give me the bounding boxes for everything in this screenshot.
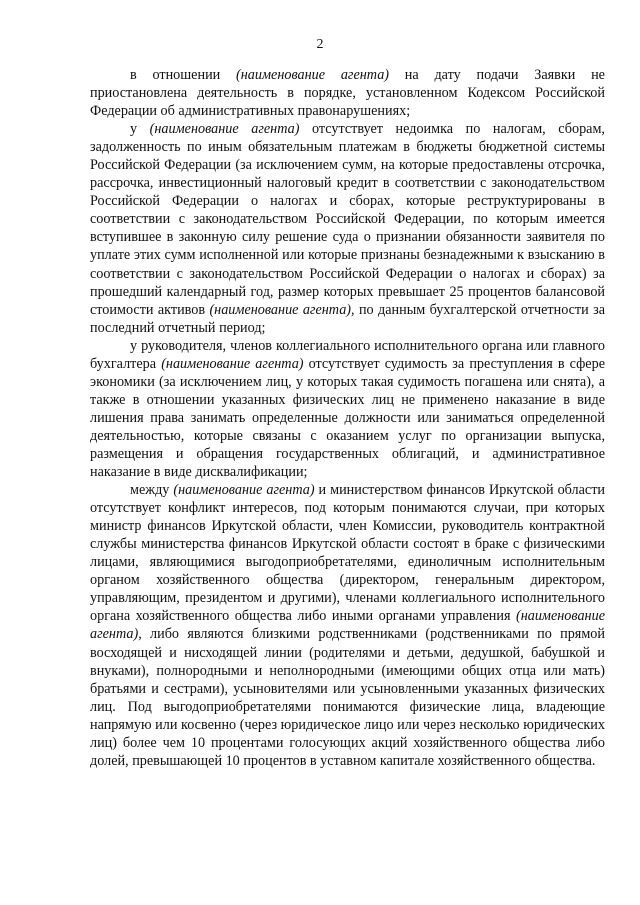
paragraph-no-tax-arrears: [90, 120, 605, 337]
document-body: [90, 66, 605, 770]
text-run: между: [130, 482, 174, 499]
agent-name-placeholder: (наименование агента): [209, 301, 352, 318]
agent-name-placeholder: (наименование агента): [149, 121, 300, 138]
text-run: отсутствует недоимка по налогам, сборам, задолженность по иным обязательным платежам в бюджеты бюджетной системы Российской Федерации (за исключением сумм, на которые предоставлены отсрочка, рассрочка, инвестиционный налоговый кредит в соответствии с законодательством Российской Федерации о налогах и сборах, которые реструктурированы в соответствии с законодательством Российской Федерации, по которым имеется вступившее в законную силу решение суда о признании обязанности заявителя по уплате этих сумм исполненной или которые признаны безнадежными к взысканию в соответствии с законодательством Российской Федерации о налогах и сборах) за прошедший календарный год, размер которых превышает 25 процентов балансовой стоимости активов: [90, 121, 605, 318]
paragraph-no-criminal-record: [90, 337, 605, 481]
paragraph-agent-not-suspended: [90, 66, 605, 120]
paragraph-no-conflict-of-interest: [90, 481, 605, 770]
agent-name-placeholder: (наименование агента): [173, 482, 315, 499]
text-run: у руководителя, членов коллегиального исполнительного органа или главного бухгалтера: [90, 337, 605, 372]
page-number: 2: [316, 37, 324, 52]
text-run: и министерством финансов Иркутской области отсутствует конфликт интересов, под которым понимаются случаи, при которых министр финансов Иркутской области, член Комиссии, руководитель контрактной службы министерства финансов Иркутской области состоят в браке с физическими лицами, являющимися выгодоприобретателями, единоличным исполнительным органом хозяйственного общества (директором, генеральным директором, управляющим, президентом и другими), членами коллегиального исполнительного органа хозяйственного общества либо иными органами управления: [90, 482, 606, 625]
agent-name-placeholder: (наименование агента): [161, 355, 304, 372]
text-run: , либо являются близкими родственниками (родственниками по прямой восходящей и нисходящей линии (родителями и детьми, дедушкой, бабушкой и внуками), полнородными и неполнородными (имеющими общих отца или мать) братьями и сестрами), усыновителями или усыновленными указанных физических лиц. Под выгодоприобретателями понимаются физические лица, владеющие напрямую или косвенно (через юридическое лицо или через несколько юридических лиц) более чем 10 процентами голосующих акций хозяйственного общества либо долей, превышающей 10 процентов в уставном капитале хозяйственного общества.: [90, 626, 605, 769]
agent-name-placeholder: (наименование агента): [90, 608, 605, 643]
agent-name-placeholder: (наименование агента): [236, 67, 390, 83]
text-run: на дату подачи Заявки не приостановлена деятельность в порядке, установленном Кодексом Российской Федерации об административных правонарушениях;: [90, 67, 605, 120]
text-run: отсутствует судимость за преступления в сфере экономики (за исключением лиц, у которых такая судимость погашена или снята), а также в отношении указанных физических лиц не применено наказание в виде лишения права занимать определенные должности или заниматься определенной деятельностью, которые связаны с оказанием услуг по организации выпуска, размещения и обращения государственных облигаций, и административное наказание в виде дисквалификации;: [90, 355, 605, 481]
text-run: в отношении: [130, 67, 237, 83]
text-run: , по данным бухгалтерской отчетности за последний отчетный период;: [90, 301, 605, 336]
text-run: у: [130, 121, 150, 138]
